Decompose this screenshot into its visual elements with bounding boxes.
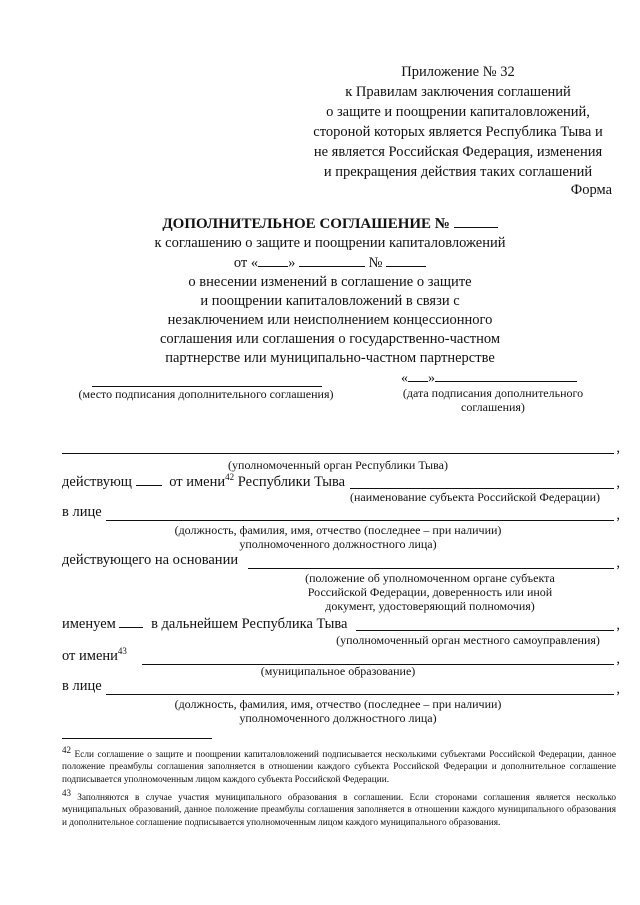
footnote-ref-42: 42 — [225, 472, 235, 483]
title-line-2: к соглашению о защите и поощрении капиталовложений — [154, 235, 506, 251]
named-ending-blank[interactable] — [119, 614, 143, 628]
basis-caption-1: (положение об уполномоченном органе субъекта — [305, 571, 555, 585]
footnote-ref-43: 43 — [117, 646, 127, 656]
official-field-2[interactable] — [106, 694, 614, 695]
day-blank[interactable] — [258, 253, 288, 267]
appendix-line-4: стороной которых является Республика Тыва и — [313, 124, 603, 140]
title-desc-3: незаключением или неисполнением концессионного — [167, 312, 493, 328]
original-number-blank[interactable] — [386, 253, 426, 267]
acting-row: действующ от имени$^{42}$ Республики Тыва , — [62, 472, 620, 491]
month-year-blank[interactable] — [299, 253, 365, 267]
signing-place-field[interactable] — [92, 368, 322, 387]
title-date-line: от « » № — [60, 253, 600, 273]
acting-ending-blank[interactable] — [136, 472, 162, 486]
subject-caption: (наименование субъекта Российской Федерации) — [349, 490, 601, 504]
document-title — [60, 214, 600, 234]
signing-date-field[interactable]: « » — [383, 368, 603, 386]
form-label: Форма — [570, 182, 612, 198]
authority-row: , — [62, 437, 614, 457]
appendix-line-5: не является Российская Федерация, изменения — [313, 144, 603, 160]
signing-month-year-blank[interactable] — [435, 368, 577, 382]
basis-caption-3: документ, удостоверяющий полномочия) — [325, 599, 535, 613]
signing-date-caption: (дата подписания дополнительного соглашения) — [402, 386, 584, 414]
municipal-row: от имени$^{43}$ , — [62, 646, 620, 667]
footnotes — [62, 744, 616, 830]
official-caption-1: (должность, фамилия, имя, отчество (последнее – при наличии) — [174, 523, 502, 537]
official2-caption-2: уполномоченного должностного лица) — [239, 711, 437, 725]
authority-caption: (уполномоченный орган Республики Тыва) — [228, 458, 448, 472]
appendix-line-6: и прекращения действия таких соглашений — [323, 164, 593, 180]
agreement-number-blank[interactable] — [454, 214, 498, 228]
appendix-header — [300, 62, 616, 182]
signing-place — [66, 368, 346, 401]
authority-field[interactable] — [62, 453, 614, 454]
document-title-text: ДОПОЛНИТЕЛЬНОЕ СОГЛАШЕНИЕ № — [162, 216, 450, 232]
title-desc-1: о внесении изменений в соглашение о защите — [188, 274, 472, 290]
title-desc-2: и поощрении капиталовложений в связи с — [200, 293, 460, 309]
signing-day-blank[interactable] — [408, 368, 428, 382]
local-authority-field[interactable] — [356, 630, 614, 631]
appendix-line-1: Приложение № 32 — [401, 64, 515, 80]
footnote-43: $^{43}$ Заполняются в случае участия муниципального образования в соглашении. Если сторонами соглашения является несколько муниципальных образований, данное положение преамбулы соглашения заполняется в отношении каждого муниципального образования и дополнительное соглашение подписывается уполномоченным лицом каждого муниципального образования. — [62, 787, 617, 828]
title-block — [60, 214, 600, 368]
in-person-row-2: в лице , — [62, 678, 620, 697]
in-person-row: в лице , — [62, 504, 620, 523]
basis-row: действующего на основании , — [62, 552, 620, 571]
basis-field[interactable] — [248, 568, 614, 569]
official-caption-2: уполномоченного должностного лица) — [239, 537, 437, 551]
title-desc-4: соглашения или соглашения о государственно-частном — [159, 331, 501, 347]
official2-caption-1: (должность, фамилия, имя, отчество (последнее – при наличии) — [174, 697, 502, 711]
named-row: именуем в дальнейшем Республика Тыва , — [62, 616, 620, 633]
signing-date — [383, 368, 603, 414]
official-field[interactable] — [106, 520, 614, 521]
footnote-42: $^{42}$ Если соглашение о защите и поощрении капиталовложений подписывается несколькими субъектами Российской Федерации, данное положение преамбулы соглашения заполняется в отношении каждого субъекта Российской Федерации и дополнительное соглашение подписывается уполномоченным лицом каждого субъекта Российской Федерации. — [62, 745, 617, 785]
subject-field[interactable] — [350, 488, 614, 489]
signing-place-caption: (место подписания дополнительного соглашения) — [78, 387, 334, 401]
footnote-separator — [62, 738, 212, 739]
appendix-line-2: к Правилам заключения соглашений — [345, 84, 571, 100]
title-desc-5: партнерстве или муниципально-частном партнерстве — [165, 350, 495, 366]
municipal-caption: (муниципальное образование) — [260, 664, 416, 678]
local-authority-caption: (уполномоченный орган местного самоуправления) — [336, 633, 600, 647]
appendix-line-3: о защите и поощрении капиталовложений, — [326, 104, 590, 120]
basis-caption-2: Российской Федерации, доверенность или иной — [307, 585, 553, 599]
